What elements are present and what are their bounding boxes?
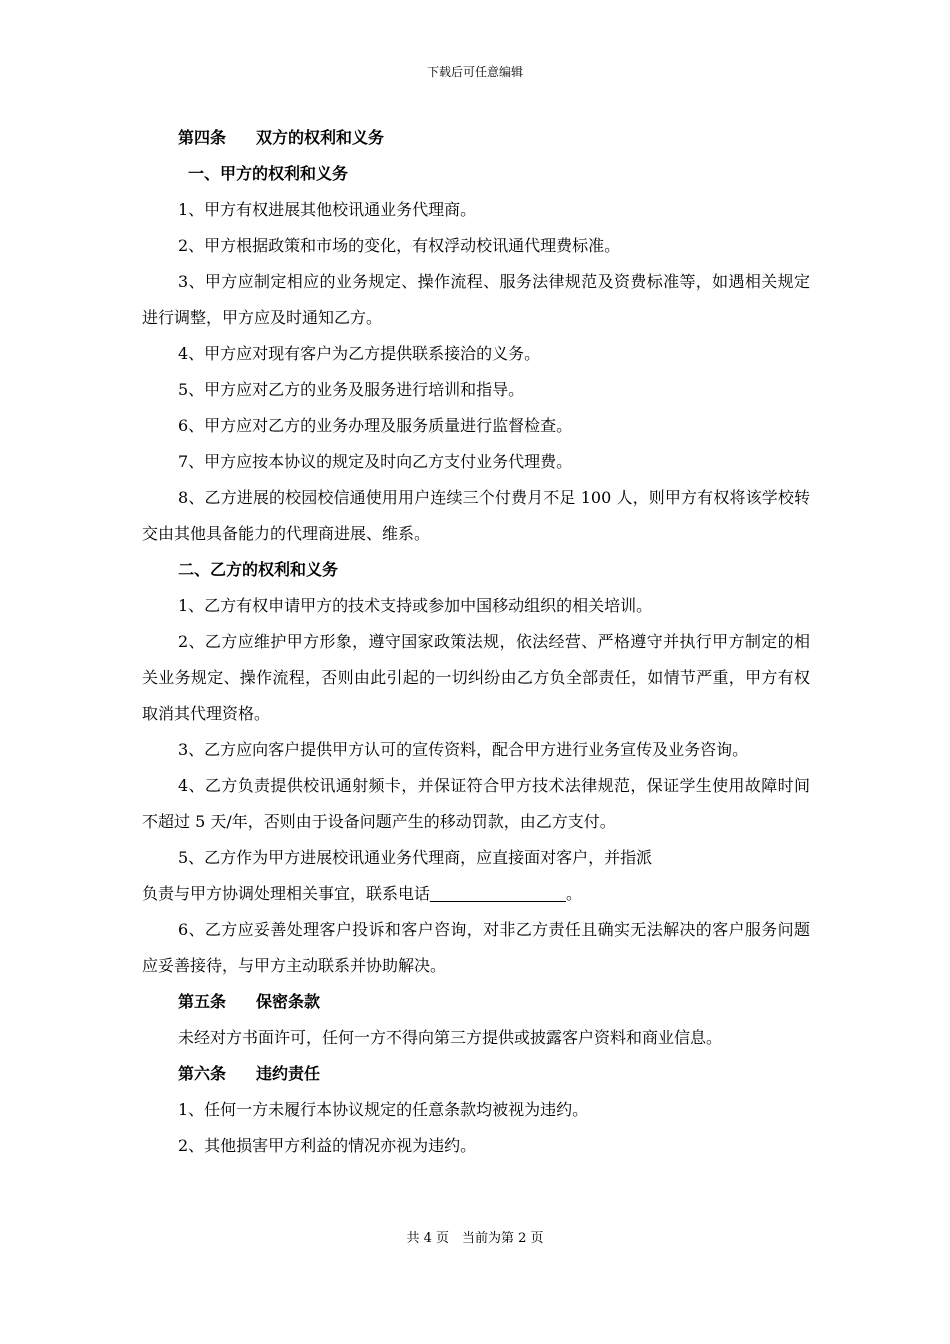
- article-6-title: 违约责任: [256, 1064, 321, 1083]
- article-5-text: 未经对方书面许可，任何一方不得向第三方提供或披露客户资料和商业信息。: [178, 1028, 723, 1047]
- article-4-title: 双方的权利和义务: [256, 128, 385, 147]
- party-a-item-2: 2、甲方根据政策和市场的变化，有权浮动校讯通代理费标准。: [178, 236, 621, 255]
- article-6-item-1: 1、任何一方未履行本协议规定的任意条款均被视为违约。: [178, 1100, 589, 1119]
- party-b-item-5-line-2: [142, 876, 810, 912]
- article-4-heading: [142, 120, 810, 156]
- party-a-item-5: 5、甲方应对乙方的业务及服务进行培训和指导。: [178, 380, 525, 399]
- article-5-number: 第五条: [178, 992, 227, 1011]
- article-5-heading: [142, 984, 810, 1020]
- party-a-item-4: 4、甲方应对现有客户为乙方提供联系接洽的义务。: [178, 344, 541, 363]
- party-b-item-3: 3、乙方应向客户提供甲方认可的宣传资料，配合甲方进行业务宣传及业务咨询。: [178, 740, 749, 759]
- article-6-item-2: 2、其他损害甲方利益的情况亦视为违约。: [178, 1136, 477, 1155]
- article-6-heading: [142, 1056, 810, 1092]
- section-party-b-heading: 二、乙方的权利和义务: [178, 560, 339, 579]
- article-6-number: 第六条: [178, 1064, 227, 1083]
- page-header: 下载后可任意编辑: [426, 65, 523, 79]
- section-party-a-heading: 一、甲方的权利和义务: [188, 164, 349, 183]
- contact-phone-label: 负责与甲方协调处理相关事宜，联系电话: [142, 884, 431, 903]
- page-footer: 共 4 页 当前为第 2 页: [406, 1231, 544, 1246]
- party-a-item-3: 3、甲方应制定相应的业务规定、操作流程、服务法律规范及资费标准等，如遇相关规定进行调整，甲方应及时通知乙方。: [142, 272, 810, 327]
- party-a-item-7: 7、甲方应按本协议的规定及时向乙方支付业务代理费。: [178, 452, 573, 471]
- article-5-title: 保密条款: [256, 992, 321, 1011]
- party-b-item-1: 1、乙方有权申请甲方的技术支持或参加中国移动组织的相关培训。: [178, 596, 653, 615]
- party-a-item-8: 8、乙方进展的校园校信通使用用户连续三个付费月不足 100 人，则甲方有权将该学校转交由其他具备能力的代理商进展、维系。: [142, 488, 810, 543]
- party-a-item-6: 6、甲方应对乙方的业务办理及服务质量进行监督检查。: [178, 416, 573, 435]
- contact-phone-blank[interactable]: [430, 885, 566, 902]
- party-b-item-5-line-1: 5、乙方作为甲方进展校讯通业务代理商，应直接面对客户，并指派: [178, 848, 653, 867]
- article-4-number: 第四条: [178, 128, 227, 147]
- contact-phone-suffix: 。: [566, 884, 583, 903]
- party-b-item-4: 4、乙方负责提供校讯通射频卡，并保证符合甲方技术法律规范，保证学生使用故障时间不超过 5 天/年，否则由于设备问题产生的移动罚款，由乙方支付。: [142, 776, 810, 831]
- document-body: [142, 120, 810, 1164]
- party-b-item-2: 2、乙方应维护甲方形象，遵守国家政策法规，依法经营、严格遵守并执行甲方制定的相关业务规定、操作流程，否则由此引起的一切纠纷由乙方负全部责任，如情节严重，甲方有权取消其代理资格。: [142, 632, 810, 723]
- party-b-item-6: 6、乙方应妥善处理客户投诉和客户咨询，对非乙方责任且确实无法解决的客户服务问题应妥善接待，与甲方主动联系并协助解决。: [142, 920, 810, 975]
- party-a-item-1: 1、甲方有权进展其他校讯通业务代理商。: [178, 200, 477, 219]
